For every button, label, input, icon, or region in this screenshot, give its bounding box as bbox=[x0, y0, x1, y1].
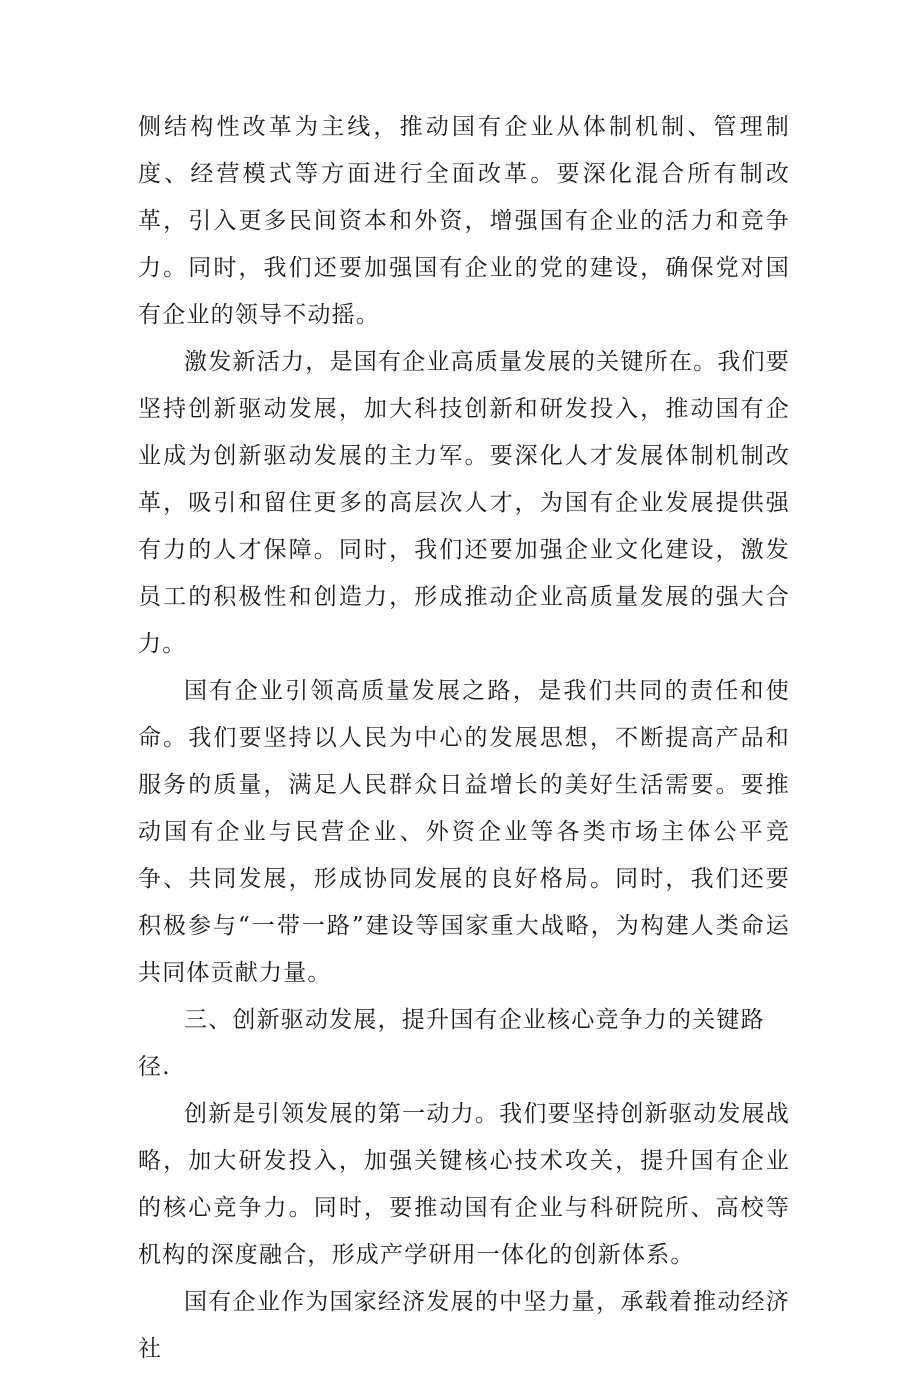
paragraph-continuation: 侧结构性改革为主线，推动国有企业从体制机制、管理制度、经营模式等方面进行全面改革。要深化混合所有制改革，引入更多民间资本和外资，增强国有企业的活力和竞争力。同时，我们还要加强国有企业的党的建设，确保党对国有企业的领导不动摇。 bbox=[138, 114, 790, 328]
paragraph-new-vitality: 激发新活力，是国有企业高质量发展的关键所在。我们要坚持创新驱动发展，加大科技创新和研发投入，推动国有企业成为创新驱动发展的主力军。要深化人才发展体制机制改革，吸引和留住更多的高层次人才，为国有企业发展提供强有力的人才保障。同时，我们还要加强企业文化建设，激发员工的积极性和创造力，形成推动企业高质量发展的强大合力。 bbox=[138, 349, 790, 657]
document-body bbox=[138, 104, 790, 1373]
paragraph-shared-responsibility: 国有企业引领高质量发展之路，是我们共同的责任和使命。我们要坚持以人民为中心的发展思想，不断提高产品和服务的质量，满足人民群众日益增长的美好生活需要。要推动国有企业与民营企业、外资企业等各类市场主体公平竞争、共同发展，形成协同发展的良好格局。同时，我们还要积极参与“一带一路”建设等国家重大战略，为构建人类命运共同体贡献力量。 bbox=[138, 678, 790, 986]
section-heading-innovation: 三、创新驱动发展，提升国有企业核心竞争力的关键路径. bbox=[138, 1007, 765, 1080]
paragraph-backbone: 国有企业作为国家经济发展的中坚力量，承载着推动经济社 bbox=[138, 1289, 790, 1362]
paragraph-innovation: 创新是引领发展的第一动力。我们要坚持创新驱动发展战略，加大研发投入，加强关键核心技术攻关，提升国有企业的核心竞争力。同时，要推动国有企业与科研院所、高校等机构的深度融合，形成产学研用一体化的创新体系。 bbox=[138, 1101, 790, 1268]
